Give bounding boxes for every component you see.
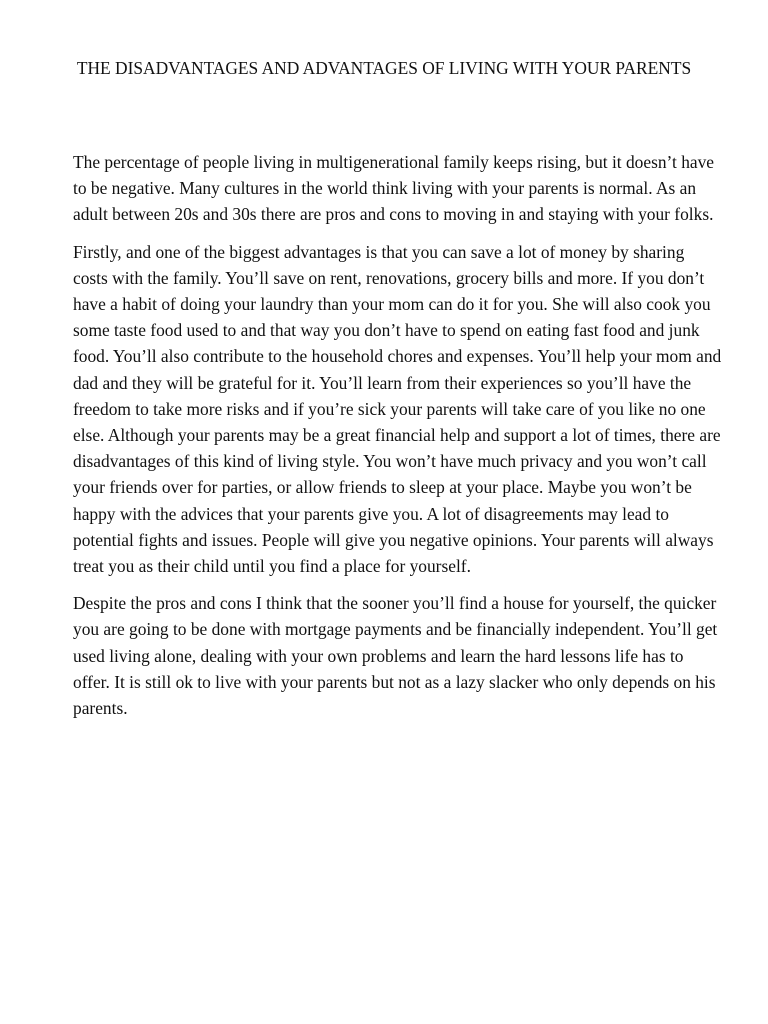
paragraph-conclusion: Despite the pros and cons I think that the sooner you’ll find a house for yourself, the quicker you are going to be done with mortgage payments and be financially independent. You’ll get used living alone, dealing with your own problems and learn the hard lessons life has to offer. It is still ok to live with your parents but not as a lazy slacker who only depends on his parents. — [73, 593, 718, 719]
document-title: THE DISADVANTAGES AND ADVANTAGES OF LIVING WITH YOUR PARENTS — [76, 58, 692, 78]
paragraph-intro: The percentage of people living in multigenerational family keeps rising, but it doesn’t have to be negative. Many cultures in the world think living with your parents is normal. As an adult between 20s and 30s there are pros and cons to moving in and staying with your folks. — [73, 152, 715, 225]
paragraph-advantages-disadvantages: Firstly, and one of the biggest advantages is that you can save a lot of money by sharing costs with the family. You’ll save on rent, renovations, grocery bills and more. If you don’t have a habit of doing your laundry than your mom can do it for you. She will also cook you some taste food used to and that way you don’t have to spend on eating fast food and junk food. You’ll also contribute to the household chores and expenses. You’ll help your mom and dad and they will be grateful for it. You’ll learn from their experiences so you’ll have the freedom to take more risks and if you’re sick your parents will take care of you like no one else. Although your parents may be a great financial help and support a lot of times, there are disadvantages of this kind of living style. You won’t have much privacy and you won’t call your friends over for parties, or allow friends to sleep at your place. Maybe you won’t be happy with the advices that your parents give you. A lot of disagreements may lead to potential fights and issues. People will give you negative opinions. Your parents will always treat you as their child until you find a place for yourself. — [73, 241, 722, 577]
document-body — [73, 149, 723, 732]
